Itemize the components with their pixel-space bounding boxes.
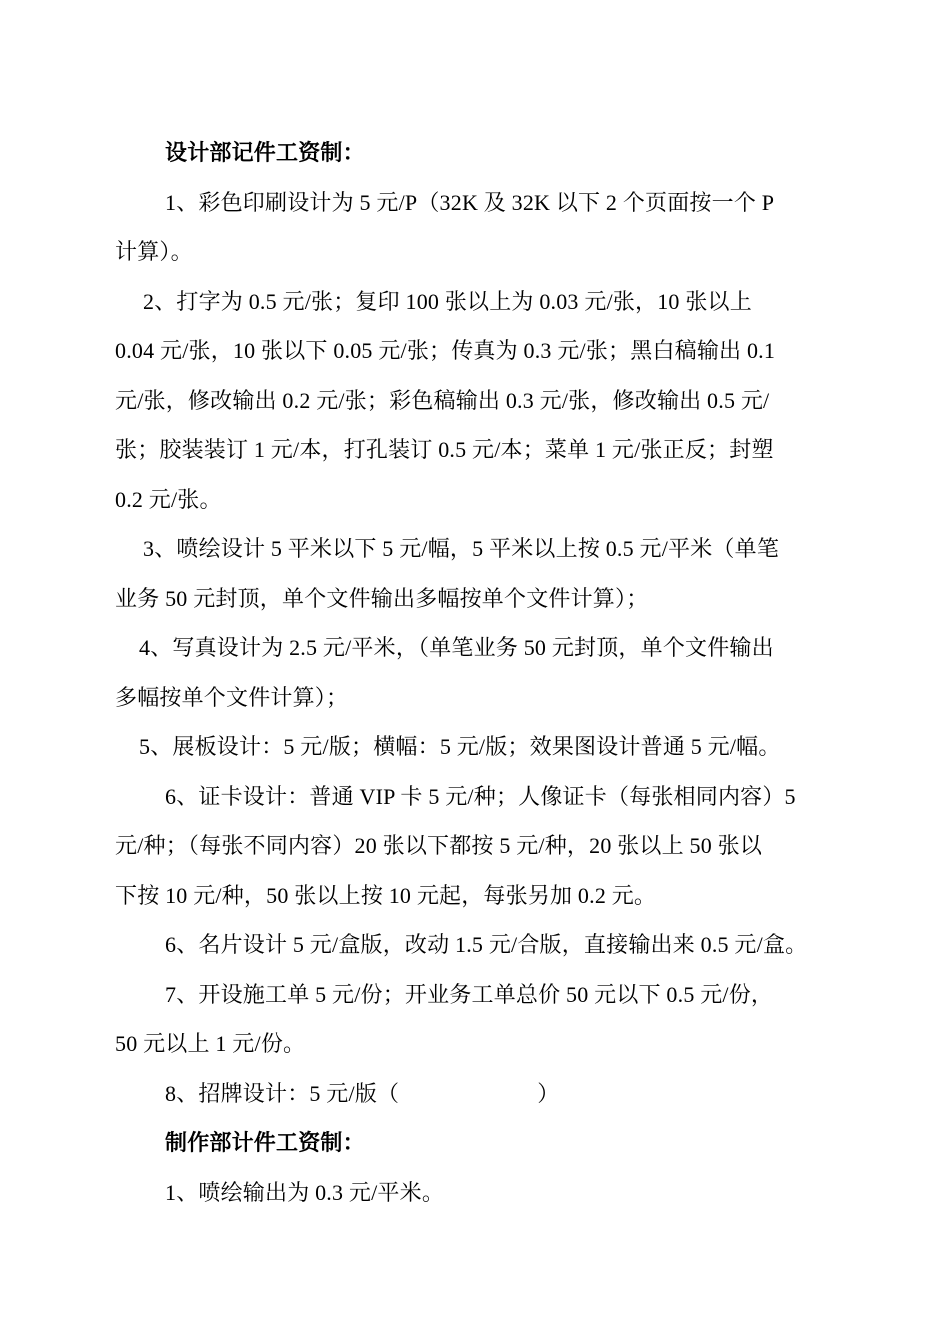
design-item-8-line-1 [115,1069,840,1119]
signboard-suffix: ） [537,1080,560,1106]
design-item-6-line-2: 元/种；（每张不同内容）20 张以下都按 5 元/种，20 张以上 50 张以 [115,833,763,858]
design-item-5-line-1: 5、展板设计：5 元/版；横幅：5 元/版；效果图设计普通 5 元/幅。 [139,734,781,759]
design-item-4-line-1: 4、写真设计为 2.5 元/平米，（单笔业务 50 元封顶，单个文件输出 [139,635,774,660]
design-item-6b-line-1: 6、名片设计 5 元/盒版，改动 1.5 元/合版，直接输出来 0.5 元/盒。 [165,932,808,957]
design-item-2-line-1: 2、打字为 0.5 元/张；复印 100 张以上为 0.03 元/张，10 张以上 [143,288,752,314]
design-item-3-line-1: 3、喷绘设计 5 平米以下 5 元/幅，5 平米以上按 0.5 元/平米（单笔 [143,536,780,561]
design-item-1-line-1: 1、彩色印刷设计为 5 元/P（32K 及 32K 以下 2 个页面按一个 P [165,189,775,215]
design-item-7-line-1: 7、开设施工单 5 元/份；开业务工单总价 50 元以下 0.5 元/份， [165,981,774,1007]
design-item-2-line-4: 张；胶装装订 1 元/本，打孔装订 0.5 元/本；菜单 1 元/张正反；封塑 [115,437,774,462]
design-item-2-line-3: 元/张，修改输出 0.2 元/张；彩色稿输出 0.3 元/张，修改输出 0.5 元/ [115,387,770,413]
design-item-7-line-2: 50 元以上 1 元/份。 [115,1031,306,1056]
signboard-prefix: 8、招牌设计：5 元/版（ [165,1080,400,1106]
design-item-1-line-2: 计算）。 [115,239,193,264]
document-page [115,128,840,1217]
production-item-1-line-1: 1、喷绘输出为 0.3 元/平米。 [165,1179,445,1205]
design-item-2-line-2: 0.04 元/张，10 张以下 0.05 元/张；传真为 0.3 元/张；黑白稿输出 0.1 [115,338,776,363]
design-section-heading: 设计部记件工资制： [165,140,365,165]
design-item-6-line-3: 下按 10 元/种，50 张以上按 10 元起，每张另加 0.2 元。 [115,882,657,908]
design-item-4-line-2: 多幅按单个文件计算）； [115,684,349,710]
design-item-2-line-5: 0.2 元/张。 [115,486,222,512]
production-section-heading: 制作部计件工资制： [165,1130,365,1155]
design-item-6-line-1: 6、证卡设计：普通 VIP 卡 5 元/种；人像证卡（每张相同内容）5 [165,783,796,809]
design-item-3-line-2: 业务 50 元封顶，单个文件输出多幅按单个文件计算）； [115,585,649,611]
